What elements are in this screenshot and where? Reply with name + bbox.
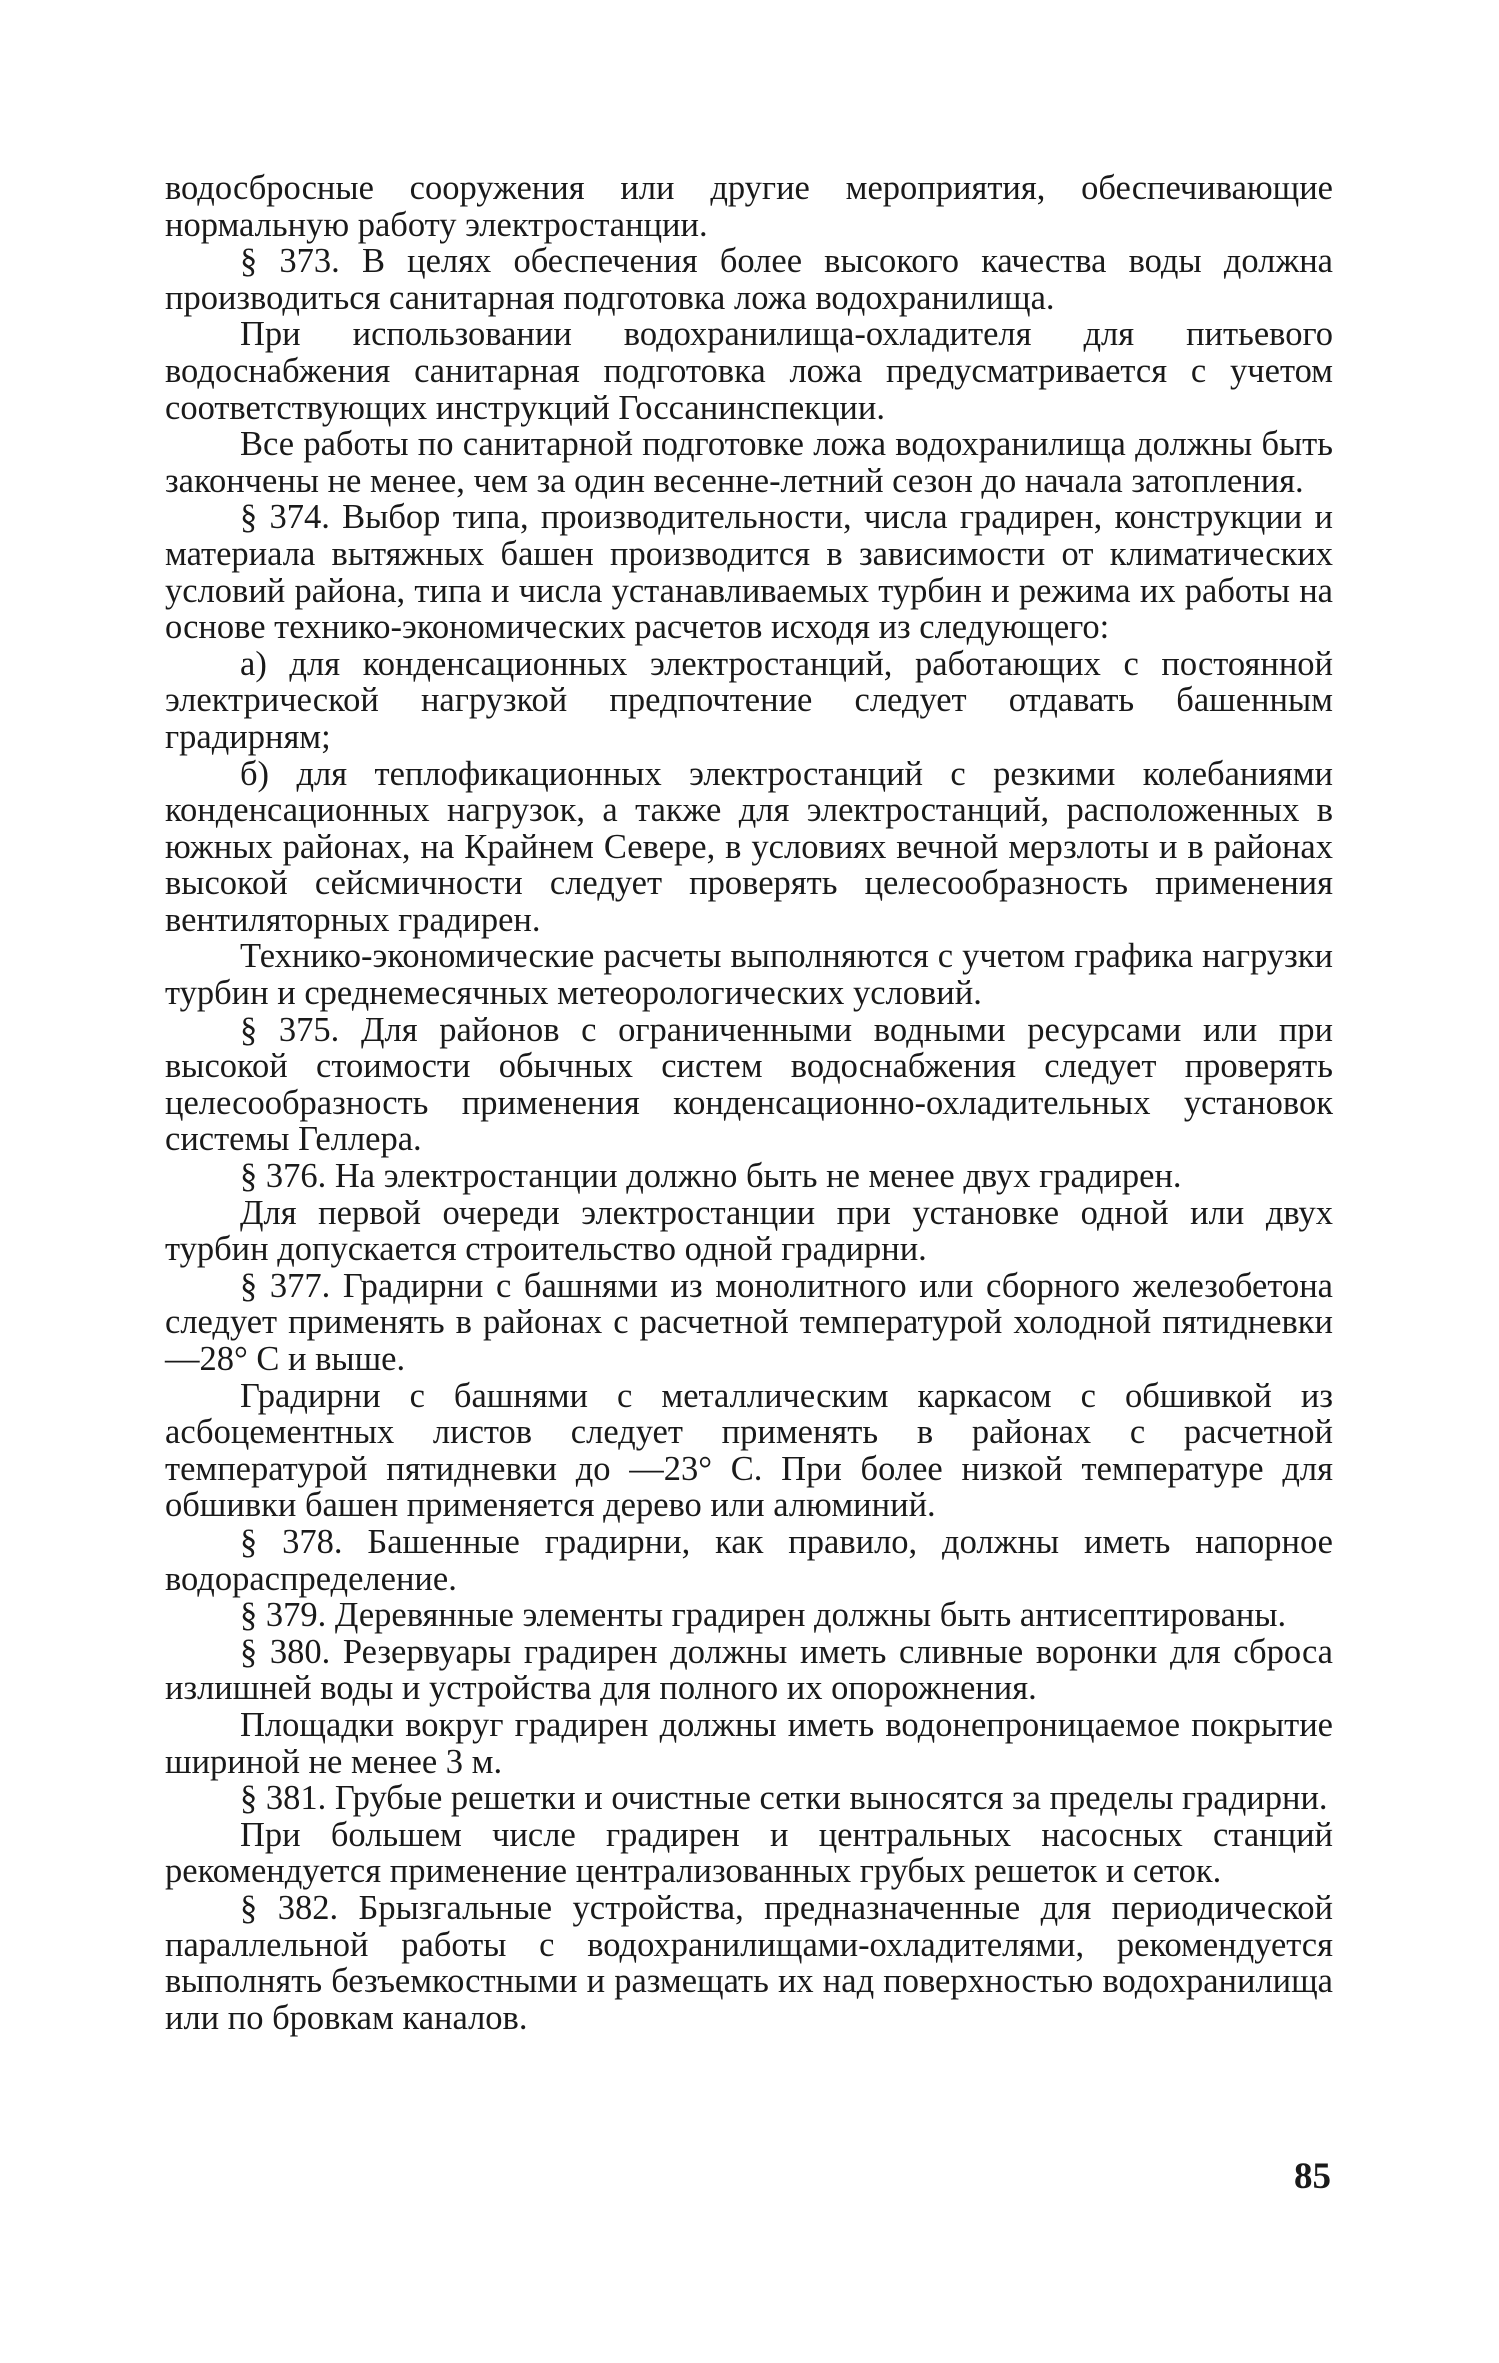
paragraph-374-a: а) для конденсационных электростанций, работающих с постоянной электрической нагрузкой предпочтение следует отдавать башенным градирням;: [165, 644, 1333, 756]
paragraph-381: § 381. Грубые решетки и очистные сетки выносятся за пределы градирни.: [240, 1779, 1328, 1818]
paragraph-373-works: Все работы по санитарной подготовке ложа водохранилища должны быть закончены не менее, чем за один весенне-летний сезон до начала затопления.: [165, 425, 1333, 500]
paragraph-377-metal-frame: Градирни с башнями с металлическим каркасом с обшивкой из асбоцементных листов следует применять в районах с расчетной температурой пятидневки до —23° С. При более низкой температуре для обшивки башен применяется дерево или алюминий.: [165, 1376, 1333, 1525]
paragraph-375: § 375. Для районов с ограниченными водными ресурсами или при высокой стоимости обычных систем водоснабжения следует проверять целесообразность применения конденсационно-охладительных установок системы Геллера.: [165, 1010, 1333, 1159]
paragraph-373: § 373. В целях обеспечения более высокого качества воды должна производиться санитарная подготовка ложа водохранилища.: [165, 242, 1333, 317]
paragraph-377: § 377. Градирни с башнями из монолитного или сборного железобетона следует применять в районах с расчетной температурой холодной пятидневки —28° С и выше.: [165, 1266, 1333, 1378]
page-number: 85: [1294, 2156, 1331, 2197]
paragraph-continuation: водосбросные сооружения или другие мероприятия, обеспечивающие нормальную работу электростанции.: [165, 169, 1333, 244]
paragraph-374-b: б) для теплофикационных электростанций с резкими колебаниями конденсационных нагрузок, а также для электростанций, расположенных в южных районах, на Крайнем Севере, в условиях вечной мерзлоты и в районах высокой сейсмичности следует проверять целесообразность применения вентиляторных градирен.: [165, 754, 1333, 939]
paragraph-380-platforms: Площадки вокруг градирен должны иметь водонепроницаемое покрытие шириной не менеe 3 м.: [165, 1705, 1333, 1781]
paragraph-374: § 374. Выбор типа, производительности, числа градирен, конструкции и материала вытяжных башен производится в зависимости от климатических условий района, типа и числа устанавливаемых турбин и режима их работы на основе технико-экономических расчетов исходя из следующего:: [165, 498, 1333, 647]
paragraph-378: § 378. Башенные градирни, как правило, должны иметь напорное водораспределение.: [165, 1522, 1333, 1598]
paragraph-381-centralized: При большем числе градирен и центральных насосных станций рекомендуется применение централизованных грубых решеток и сеток.: [165, 1815, 1333, 1891]
paragraph-374-calculations: Технико-экономические расчеты выполняются с учетом графика нагрузки турбин и среднемесячных метеорологических условий.: [165, 937, 1333, 1013]
paragraph-373-drinking-water: При использовании водохранилища-охладителя для питьевого водоснабжения санитарная подготовка ложа предусматривается с учетом соответствующих инструкций Госсанинспекции.: [165, 315, 1333, 427]
paragraph-376: § 376. На электростанции должно быть не менее двух градирен.: [240, 1157, 1182, 1196]
page-text: [165, 170, 1333, 2036]
paragraph-380: § 380. Резервуары градирен должны иметь сливные воронки для сброса излишней воды и устройства для полного их опорожнения.: [165, 1632, 1333, 1708]
paragraph-376-first-stage: Для первой очереди электростанции при установке одной или двух турбин допускается строительство одной градирни.: [165, 1193, 1333, 1269]
paragraph-379: § 379. Деревянные элементы градирен должны быть антисептированы.: [240, 1596, 1287, 1635]
paragraph-382: § 382. Брызгальные устройства, предназначенные для периодической параллельной работы с водохранилищами-охладителями, рекомендуется выполнять безъемкостными и размещать их над поверхностью водохранилища или по бровкам каналов.: [165, 1888, 1333, 2037]
